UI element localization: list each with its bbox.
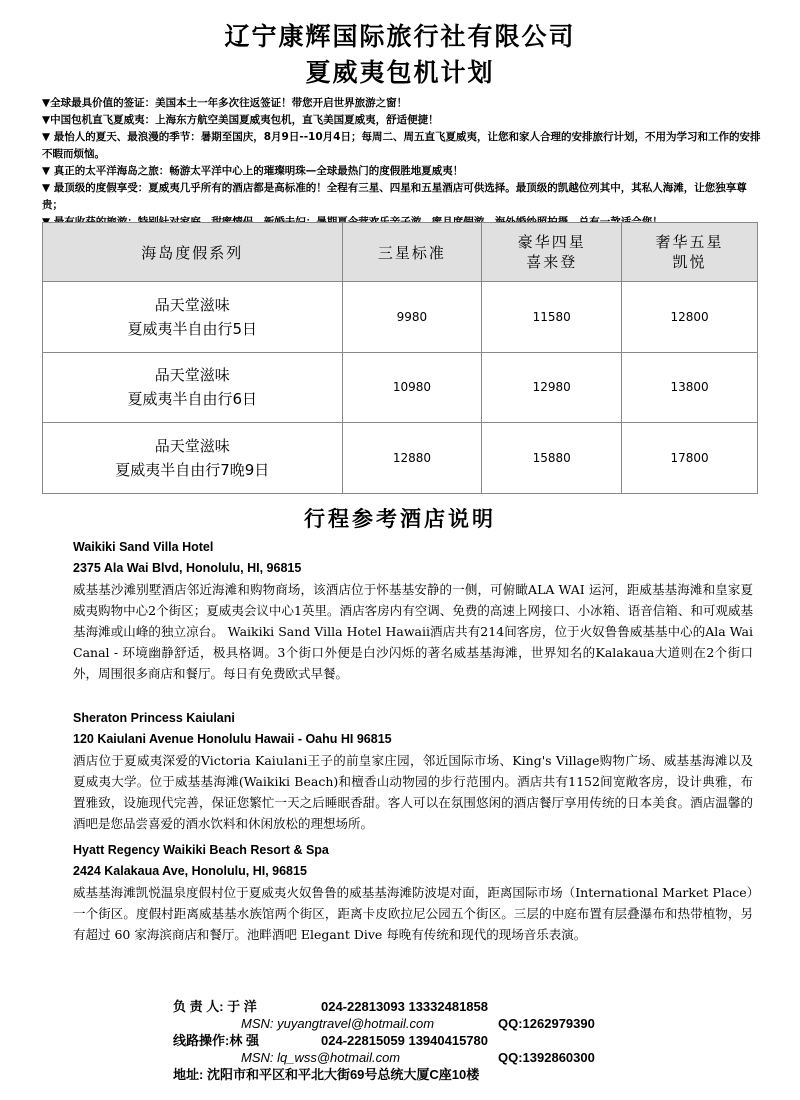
price-four-star: 12980 xyxy=(482,352,622,423)
page-title: 夏威夷包机计划 xyxy=(305,58,495,87)
price-three-star: 9980 xyxy=(342,282,482,353)
price-table-header xyxy=(43,223,758,282)
contact-info xyxy=(173,998,733,1083)
price-three-star: 12880 xyxy=(342,423,482,494)
package-line: 品天堂滋味 xyxy=(154,437,230,456)
manager-phone: 024-22813093 13332481858 xyxy=(321,999,489,1014)
highlights-list xyxy=(42,95,762,231)
manager-msn: MSN: yuyangtravel@hotmail.com xyxy=(241,1016,435,1031)
package-line: 夏威夷半自由行7晚9日 xyxy=(115,461,270,480)
operator-label: 线路操作:林 强 xyxy=(173,1033,259,1048)
price-five-star: 12800 xyxy=(622,282,758,353)
hotel-description: 威基基海滩凯悦温泉度假村位于夏威夷火奴鲁鲁的威基基海滩防波堤对面，距离国际市场（International Market Place）一个街区。度假村距离威基基水族馆两个街区，距离卡皮欧拉尼公园五个街区。三层的中庭布置有层叠瀑布和热带植物，另有超过 60 家海滨商店和餐厅。池畔酒吧 Elegant Dive 每晚有传统和现代的现场音乐表演。 xyxy=(73,885,753,942)
highlight-item: ▼ 最怡人的夏天、最浪漫的季节：暑期至国庆，8月9日--10月4日；每周二、周五直飞夏威夷，让您和家人合理的安排旅行计划，不用为学习和工作的安排不暇而烦恼。 xyxy=(42,131,761,160)
hotel-address: 2424 Kalakaua Ave, Honolulu, HI, 96815 xyxy=(73,864,307,878)
office-address: 地址: 沈阳市和平区和平北大街69号总统大厦C座10楼 xyxy=(173,1067,480,1082)
hotel-block xyxy=(73,708,753,834)
manager-label: 负 责 人: 于 洋 xyxy=(173,999,257,1014)
hotel-name: Sheraton Princess Kaiulani xyxy=(73,711,235,725)
operator-phone: 024-22815059 13940415780 xyxy=(321,1033,489,1048)
highlight-item: ▼中国包机直飞夏威夷：上海东方航空美国夏威夷包机，直飞美国夏威夷，舒适便捷！ xyxy=(42,114,439,126)
highlight-item: ▼全球最具价值的签证：美国本土一年多次往返签证！带您开启世界旅游之窗！ xyxy=(42,97,408,109)
highlight-item: ▼ 真正的太平洋海岛之旅：畅游太平洋中心上的璀璨明珠—全球最热门的度假胜地夏威夷！ xyxy=(42,165,464,177)
hotel-description: 酒店位于夏威夷深爱的Victoria Kaiulani王子的前皇家庄园，邻近国际市场、King's Village购物广场、威基基海滩以及夏威夷大学。位于威基基海滩(Waikiki Beach)和檀香山动物园的步行范围内。酒店共有1152间宽敞客房，设计典雅，布置雅致，设施现代完善，保证您繁忙一天之后睡眠香甜。客人可以在氛围悠闲的酒店餐厅享用传统的日本美食。酒店温馨的酒吧是您品尝喜爱的酒水饮料和休闲放松的理想场所。 xyxy=(73,753,753,831)
table-row xyxy=(43,282,758,353)
header-three-star: 三星标准 xyxy=(342,223,482,282)
table-row xyxy=(43,352,758,423)
table-row xyxy=(43,423,758,494)
header-series: 海岛度假系列 xyxy=(43,223,343,282)
package-name xyxy=(43,352,343,423)
hotel-block xyxy=(73,537,753,684)
highlight-item: ▼ 最顶级的度假享受：夏威夷几乎所有的酒店都是高标准的！全程有三星、四星和五星酒店可供选择。最顶级的凯越位列其中，其私人海滩，让您独享尊贵； xyxy=(42,182,747,211)
price-four-star: 11580 xyxy=(482,282,622,353)
price-table xyxy=(42,222,758,494)
package-line: 夏威夷半自由行6日 xyxy=(127,390,258,409)
package-name xyxy=(43,282,343,353)
operator-qq: QQ:1392860300 xyxy=(498,1050,595,1065)
hotel-address: 2375 Ala Wai Blvd, Honolulu, HI, 96815 xyxy=(73,561,302,575)
package-line: 夏威夷半自由行5日 xyxy=(127,319,258,338)
operator-msn: MSN: lq_wss@hotmail.com xyxy=(241,1050,401,1065)
hotel-name: Waikiki Sand Villa Hotel xyxy=(73,540,214,554)
price-four-star: 15880 xyxy=(482,423,622,494)
package-name xyxy=(43,423,343,494)
header-five-star: 奢华五星 凯悦 xyxy=(622,223,758,282)
hotel-description: 威基基沙滩别墅酒店邻近海滩和购物商场，该酒店位于怀基基安静的一侧，可俯瞰ALA WAI 运河，距威基基海滩和皇家夏威夷购物中心2个街区；夏威夷会议中心1英里。酒店客房内有空调、免费的高速上网接口、小冰箱、语音信箱、和可观威基基海滩或山峰的独立凉台。 Waikiki Sand Villa Hotel Hawaii酒店共有214间客房，位于火奴鲁鲁威基基中心的Ala Wai Canal - 环境幽静舒适，极具格调。3个街口外便是白沙闪烁的著名威基基海滩，世界知名的Kalakaua大道则在2个街口外，周围很多商店和餐厅。每日有免费欧式早餐。 xyxy=(73,582,753,681)
price-five-star: 13800 xyxy=(622,352,758,423)
price-five-star: 17800 xyxy=(622,423,758,494)
hotel-name: Hyatt Regency Waikiki Beach Resort & Spa xyxy=(73,843,329,857)
manager-qq: QQ:1262979390 xyxy=(498,1016,595,1031)
price-three-star: 10980 xyxy=(342,352,482,423)
section-title: 行程参考酒店说明 xyxy=(304,507,496,531)
company-name: 辽宁康辉国际旅行社有限公司 xyxy=(224,22,576,51)
header-four-star: 豪华四星 喜来登 xyxy=(482,223,622,282)
hotel-block xyxy=(73,840,753,945)
package-line: 品天堂滋味 xyxy=(154,366,230,385)
hotel-address: 120 Kaiulani Avenue Honolulu Hawaii - Oahu HI 96815 xyxy=(73,732,392,746)
package-line: 品天堂滋味 xyxy=(154,295,230,314)
